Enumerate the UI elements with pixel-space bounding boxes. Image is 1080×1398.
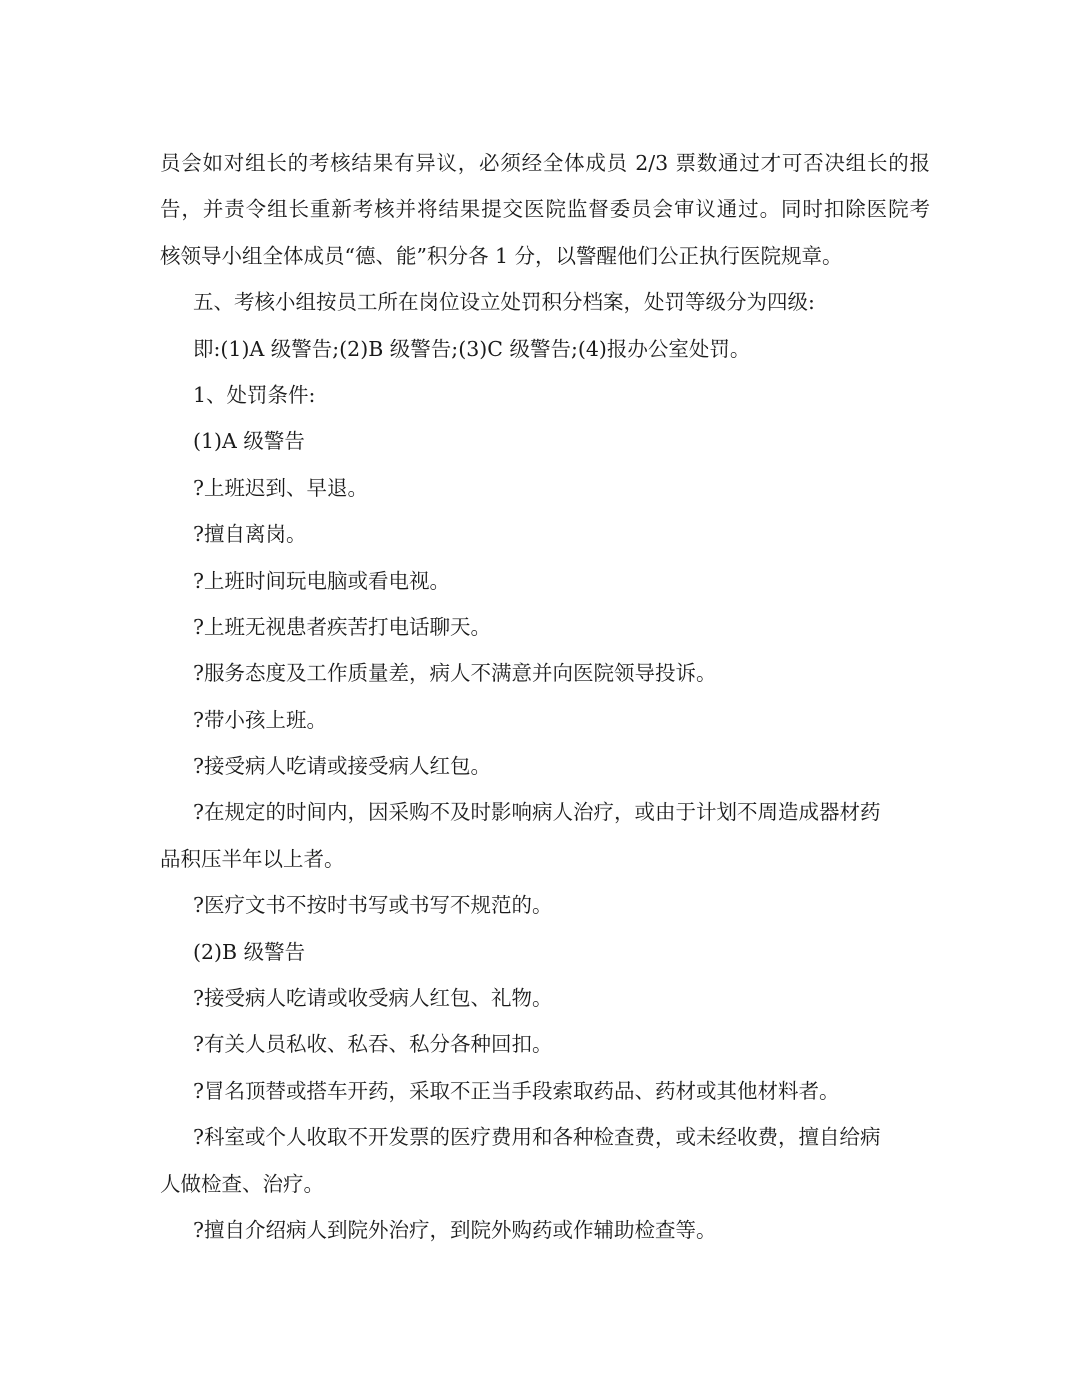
section-heading: 五、考核小组按员工所在岗位设立处罚积分档案，处罚等级分为四级: xyxy=(193,290,815,315)
list-item: ?擅自离岗。 xyxy=(193,522,307,547)
list-item: ?接受病人吃请或接受病人红包。 xyxy=(193,754,491,779)
list-item: ?冒名顶替或搭车开药，采取不正当手段索取药品、药材或其他材料者。 xyxy=(193,1078,840,1103)
list-item: ?接受病人吃请或收受病人红包、礼物。 xyxy=(193,986,553,1011)
list-item: ?在规定的时间内，因采购不及时影响病人治疗，或由于计划不周造成器材药 xyxy=(193,800,881,825)
list-item: ?有关人员私收、私吞、私分各种回扣。 xyxy=(193,1032,553,1057)
list-item: ?上班迟到、早退。 xyxy=(193,475,368,500)
text-line: 核领导小组全体成员“德、能”积分各 1 分，以警醒他们公正执行医院规章。 xyxy=(160,243,843,268)
text-line: 告，并责令组长重新考核并将结果提交医院监督委员会审议通过。同时扣除医院考 xyxy=(160,197,930,222)
list-item-continuation: 人做检查、治疗。 xyxy=(160,1171,324,1196)
level-heading: (1)A 级警告 xyxy=(193,429,305,454)
list-item: ?服务态度及工作质量差，病人不满意并向医院领导投诉。 xyxy=(193,661,717,686)
list-item: ?带小孩上班。 xyxy=(193,707,327,732)
subsection-heading: 1、处罚条件: xyxy=(193,382,316,407)
text-line: 员会如对组长的考核结果有异议，必须经全体成员 2/3 票数通过才可否决组长的报 xyxy=(160,151,930,175)
list-item: ?上班时间玩电脑或看电视。 xyxy=(193,568,450,593)
list-item: ?医疗文书不按时书写或书写不规范的。 xyxy=(193,893,553,918)
text-line: 即:(1)A 级警告;(2)B 级警告;(3)C 级警告;(4)报办公室处罚。 xyxy=(193,336,751,361)
document-body xyxy=(160,140,930,1253)
list-item: ?上班无视患者疾苦打电话聊天。 xyxy=(193,614,491,639)
level-heading: (2)B 级警告 xyxy=(193,939,306,964)
list-item-continuation: 品积压半年以上者。 xyxy=(160,846,345,871)
list-item: ?擅自介绍病人到院外治疗，到院外购药或作辅助检查等。 xyxy=(193,1217,717,1242)
list-item: ?科室或个人收取不开发票的医疗费用和各种检查费，或未经收费，擅自给病 xyxy=(193,1125,881,1150)
